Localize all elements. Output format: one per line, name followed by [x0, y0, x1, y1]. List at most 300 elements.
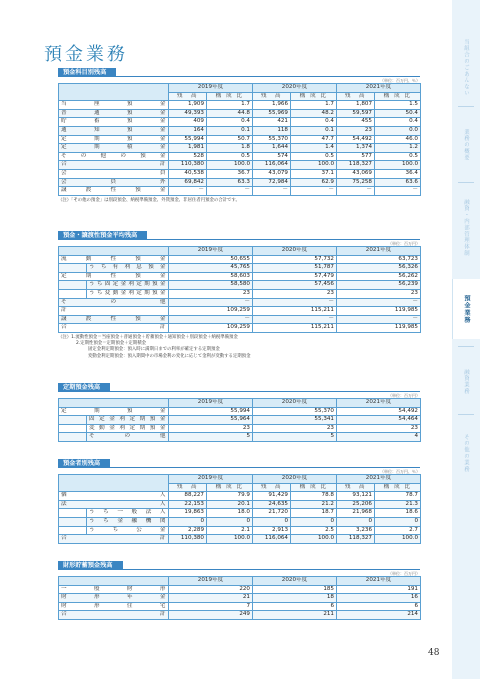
value-cell: 72,984 [253, 178, 291, 187]
value-cell: － [375, 187, 421, 196]
value-cell: 21.3 [375, 500, 421, 509]
table-row [59, 118, 421, 127]
depositor-balance-table [58, 474, 421, 544]
row-label: 合計 [59, 161, 169, 170]
row-label: 通知預金 [59, 126, 169, 135]
value-cell: 2.1 [207, 526, 253, 535]
unit-note: （単位：百万円、％） [380, 78, 420, 83]
value-cell: 50,655 [169, 255, 253, 264]
row-label: 会員 [59, 169, 169, 178]
section-rule [58, 467, 420, 468]
table-row [59, 424, 421, 433]
table-row [59, 144, 421, 153]
average-balance-table [58, 246, 421, 333]
value-cell: 118 [253, 126, 291, 135]
value-cell: 21,720 [253, 509, 291, 518]
row-sublabel: 変動金利定期預金 [87, 424, 169, 433]
section-deposit-by-item [58, 68, 420, 204]
sidebar-item-loan-business[interactable] [452, 352, 480, 412]
section-rule [58, 239, 420, 240]
value-cell: 0 [253, 517, 291, 526]
table-body [59, 492, 421, 544]
unit-note: （単位：百万円） [388, 571, 420, 576]
value-cell: 1.7 [291, 101, 337, 110]
value-cell: 1.7 [207, 101, 253, 110]
section-rule [58, 76, 420, 77]
col-ratio: 構 成 比 [375, 483, 421, 492]
value-cell: 47.7 [291, 135, 337, 144]
table-row [59, 135, 421, 144]
section-depositor-balance [58, 459, 420, 544]
table-row [59, 509, 421, 518]
value-cell: 50.7 [207, 135, 253, 144]
value-cell: 109,259 [169, 324, 253, 333]
col-ratio: 構 成 比 [207, 483, 253, 492]
section-title: 預金・譲渡性預金平均残高 [58, 231, 147, 240]
corner-cell [59, 84, 169, 101]
value-cell: 19,863 [169, 509, 207, 518]
table-row [59, 281, 421, 290]
col-balance: 残 高 [253, 483, 291, 492]
note-line: （注）1.流動性預金＝当座預金＋普通預金＋貯蓄預金＋通知預金＋別段預金＋納税準備預金 [58, 334, 238, 340]
value-cell: 36.4 [375, 169, 421, 178]
indent-cell [59, 526, 87, 535]
value-cell: 6 [337, 602, 421, 611]
value-cell: 57,732 [253, 255, 337, 264]
row-label: 当座預金 [59, 101, 169, 110]
col-balance: 残 高 [253, 92, 291, 101]
value-cell: 55,969 [253, 109, 291, 118]
value-cell: 63.6 [375, 178, 421, 187]
value-cell: 22,153 [169, 500, 207, 509]
value-cell: 2.5 [291, 526, 337, 535]
row-label: 貯蓄預金 [59, 118, 169, 127]
year-header: 2020年度 [253, 247, 337, 256]
row-sublabel: うち金融機関 [87, 517, 169, 526]
table-note: （注）「その他の預金」は別段預金、納税準備預金、外貨預金、非居住者円預金の合計です。 [58, 197, 240, 203]
value-cell: 23 [337, 126, 375, 135]
indent-cell [59, 433, 87, 442]
table-row [59, 517, 421, 526]
value-cell: 43,069 [337, 169, 375, 178]
value-cell: 5 [169, 433, 253, 442]
row-label: 定期性預金 [59, 272, 169, 281]
row-label: その他 [59, 298, 169, 307]
sidebar-item-label: 当組合のごあんない [463, 38, 469, 97]
table-row [59, 161, 421, 170]
sidebar-item-label: その他の業務 [463, 433, 469, 473]
value-cell: 116,064 [253, 535, 291, 544]
value-cell: － [207, 187, 253, 196]
note-line: 2.定期性預金＝定期預金＋定期積金 [76, 341, 147, 347]
row-label: 流動性預金 [59, 255, 169, 264]
section-rule [58, 391, 420, 392]
section-savings-deposit [58, 561, 420, 620]
value-cell: 23 [253, 289, 337, 298]
value-cell: 56,326 [337, 264, 421, 273]
row-label: 財形住宅 [59, 602, 169, 611]
value-cell: 78.7 [375, 492, 421, 501]
value-cell: 51,787 [253, 264, 337, 273]
value-cell: 58,580 [169, 281, 253, 290]
col-balance: 残 高 [337, 483, 375, 492]
row-sublabel: うち有利息預金 [87, 264, 169, 273]
deposit-by-item-table [58, 83, 421, 196]
value-cell: 1,374 [337, 144, 375, 153]
sidebar-divider [458, 346, 474, 347]
page-title: 預金業務 [44, 44, 128, 65]
section-average-balance [58, 231, 420, 360]
value-cell: 1,909 [169, 101, 207, 110]
table-row [59, 315, 421, 324]
table-row [59, 126, 421, 135]
row-sublabel: うち固定金利定期預金 [87, 281, 169, 290]
table-row [59, 255, 421, 264]
value-cell: 0 [375, 517, 421, 526]
row-sublabel: うち変動金利定期預金 [87, 289, 169, 298]
section-title: 預金者別残高 [58, 459, 110, 468]
value-cell: 44.8 [207, 109, 253, 118]
value-cell: 0.4 [207, 118, 253, 127]
value-cell: － [169, 187, 207, 196]
value-cell: 21.2 [291, 500, 337, 509]
table-row [59, 289, 421, 298]
value-cell: 93,121 [337, 492, 375, 501]
value-cell: 49,393 [169, 109, 207, 118]
table-body [59, 585, 421, 619]
unit-note: （単位：百万円） [388, 393, 420, 398]
value-cell: 40,538 [169, 169, 207, 178]
value-cell: 4 [337, 433, 421, 442]
value-cell: － [169, 298, 253, 307]
table-body [59, 255, 421, 332]
value-cell: 118,327 [337, 161, 375, 170]
value-cell: 100.0 [375, 161, 421, 170]
value-cell: 0.1 [291, 126, 337, 135]
year-header: 2020年度 [253, 84, 337, 93]
row-label: その他の預金 [59, 152, 169, 161]
value-cell: 0.1 [207, 126, 253, 135]
value-cell: 56,262 [337, 272, 421, 281]
year-header: 2020年度 [253, 399, 337, 408]
unit-note: （単位：百万円） [388, 241, 420, 246]
value-cell: 100.0 [207, 161, 253, 170]
value-cell: 54,492 [337, 135, 375, 144]
value-cell: 5 [253, 433, 337, 442]
value-cell: 79.9 [207, 492, 253, 501]
value-cell: 20.1 [207, 500, 253, 509]
table-row [59, 187, 421, 196]
value-cell: 0.4 [291, 118, 337, 127]
value-cell: 110,380 [169, 535, 207, 544]
value-cell: 191 [337, 585, 421, 594]
value-cell: 43,079 [253, 169, 291, 178]
table-row [59, 169, 421, 178]
value-cell: 62.9 [291, 178, 337, 187]
year-header: 2021年度 [337, 475, 421, 484]
row-label: 定期積金 [59, 144, 169, 153]
section-time-deposit [58, 383, 420, 442]
col-balance: 残 高 [169, 483, 207, 492]
unit-note: （単位：百万円、％） [380, 469, 420, 474]
value-cell: 23 [337, 424, 421, 433]
row-label: 普通預金 [59, 109, 169, 118]
value-cell: 1,966 [253, 101, 291, 110]
section-header [58, 383, 420, 392]
value-cell: 100.0 [375, 535, 421, 544]
corner-cell [59, 247, 169, 256]
note-line: 変動金利定期預金：預入期間中の市場金利の変化に応じて金利が変動する定期預金 [88, 353, 251, 359]
value-cell: 0.5 [291, 152, 337, 161]
year-header: 2020年度 [253, 577, 337, 586]
value-cell: 7 [169, 602, 253, 611]
value-cell: 0.5 [375, 152, 421, 161]
table-body [59, 407, 421, 441]
value-cell: 574 [253, 152, 291, 161]
value-cell: － [253, 298, 337, 307]
value-cell: 109,259 [169, 307, 253, 316]
year-header: 2021年度 [337, 84, 421, 93]
value-cell: 3,236 [337, 526, 375, 535]
indent-cell [59, 517, 87, 526]
table-row [59, 492, 421, 501]
value-cell: 164 [169, 126, 207, 135]
row-label: 個人 [59, 492, 169, 501]
row-label: 合計 [59, 611, 169, 620]
value-cell: 455 [337, 118, 375, 127]
value-cell: 2.7 [375, 526, 421, 535]
indent-cell [59, 289, 87, 298]
note-line: 固定金利定期預金：預入時に満期日までの利率が確定する定期預金 [88, 347, 220, 353]
value-cell: 63,723 [337, 255, 421, 264]
value-cell: 58,603 [169, 272, 253, 281]
value-cell: 57,479 [253, 272, 337, 281]
value-cell: 91,429 [253, 492, 291, 501]
value-cell: 55,964 [169, 416, 253, 425]
table-row [59, 535, 421, 544]
section-header [58, 561, 420, 570]
year-header: 2019年度 [169, 399, 253, 408]
value-cell: 119,985 [337, 324, 421, 333]
value-cell: － [253, 187, 291, 196]
value-cell: 24,635 [253, 500, 291, 509]
value-cell: 23 [169, 424, 253, 433]
value-cell: 78.8 [291, 492, 337, 501]
row-label: 計 [59, 307, 169, 316]
value-cell: 220 [169, 585, 253, 594]
value-cell: 48.2 [291, 109, 337, 118]
sidebar-item-deposit-business[interactable] [452, 279, 480, 339]
section-header [58, 231, 420, 240]
value-cell: 0.5 [207, 152, 253, 161]
table-body [59, 101, 421, 196]
value-cell: 55,370 [253, 135, 291, 144]
corner-cell [59, 399, 169, 408]
sidebar-item-label: 業務の概要 [463, 129, 469, 161]
col-ratio: 構 成 比 [375, 92, 421, 101]
value-cell: 18 [253, 594, 337, 603]
value-cell: 45,765 [169, 264, 253, 273]
value-cell: 0 [291, 517, 337, 526]
value-cell: 55,994 [169, 407, 253, 416]
value-cell: 54,464 [337, 416, 421, 425]
indent-cell [59, 416, 87, 425]
section-title: 定期預金残高 [58, 383, 110, 392]
value-cell: 115,211 [253, 324, 337, 333]
value-cell: 69,842 [169, 178, 207, 187]
sidebar-item-label: 預金業務 [463, 294, 470, 324]
indent-cell [59, 281, 87, 290]
sidebar-divider [458, 106, 474, 107]
value-cell: 409 [169, 118, 207, 127]
value-cell: 63.3 [207, 178, 253, 187]
row-sublabel: うち公金 [87, 526, 169, 535]
table-row [59, 500, 421, 509]
value-cell: 23 [253, 424, 337, 433]
value-cell: 0 [169, 517, 207, 526]
value-cell: 6 [253, 602, 337, 611]
section-title: 財形貯蓄預金残高 [58, 561, 123, 570]
col-ratio: 構 成 比 [207, 92, 253, 101]
value-cell: 100.0 [207, 535, 253, 544]
corner-cell [59, 577, 169, 586]
value-cell: 55,341 [253, 416, 337, 425]
table-notes [58, 335, 420, 360]
table-row [59, 433, 421, 442]
indent-cell [59, 264, 87, 273]
table-row [59, 324, 421, 333]
row-sublabel: その他 [87, 433, 169, 442]
value-cell: 1,981 [169, 144, 207, 153]
value-cell: 0 [207, 517, 253, 526]
section-header [58, 459, 420, 468]
value-cell: 214 [337, 611, 421, 620]
value-cell: 18.6 [375, 509, 421, 518]
value-cell: 57,456 [253, 281, 337, 290]
value-cell: 1,644 [253, 144, 291, 153]
value-cell: 55,370 [253, 407, 337, 416]
table-row [59, 307, 421, 316]
value-cell: 0 [337, 517, 375, 526]
value-cell: － [253, 315, 337, 324]
sidebar-divider [458, 182, 474, 183]
table-row [59, 526, 421, 535]
col-balance: 残 高 [169, 92, 207, 101]
value-cell: － [337, 187, 375, 196]
table-row [59, 594, 421, 603]
row-label: 合計 [59, 535, 169, 544]
table-row [59, 611, 421, 620]
table-row [59, 152, 421, 161]
row-label: 法人 [59, 500, 169, 509]
sidebar-item-business-overview[interactable] [452, 110, 480, 180]
row-label: 合計 [59, 324, 169, 333]
row-label: 財形年金 [59, 594, 169, 603]
year-header: 2019年度 [169, 84, 253, 93]
value-cell: 21 [169, 594, 253, 603]
table-row [59, 101, 421, 110]
indent-cell [59, 509, 87, 518]
value-cell: － [337, 298, 421, 307]
table-row [59, 109, 421, 118]
col-balance: 残 高 [337, 92, 375, 101]
year-header: 2019年度 [169, 475, 253, 484]
value-cell: 249 [169, 611, 253, 620]
value-cell: 115,211 [253, 307, 337, 316]
value-cell: 1.8 [207, 144, 253, 153]
value-cell: 100.0 [291, 161, 337, 170]
value-cell: 18.0 [207, 509, 253, 518]
value-cell: 421 [253, 118, 291, 127]
sidebar-item-other-business[interactable] [452, 418, 480, 488]
value-cell: 211 [253, 611, 337, 620]
col-ratio: 構 成 比 [291, 483, 337, 492]
row-label: 譲渡性預金 [59, 315, 169, 324]
table-row [59, 602, 421, 611]
corner-cell [59, 475, 169, 492]
table-row [59, 585, 421, 594]
sidebar-divider [458, 414, 474, 415]
value-cell: 50.4 [375, 109, 421, 118]
sidebar-item-label: 融資業務 [463, 369, 469, 395]
value-cell: 577 [337, 152, 375, 161]
value-cell: － [291, 187, 337, 196]
value-cell: 36.7 [207, 169, 253, 178]
table-row [59, 298, 421, 307]
year-header: 2021年度 [337, 399, 421, 408]
row-sublabel: うち一般法人 [87, 509, 169, 518]
sidebar-item-lending-internal-control[interactable] [452, 186, 480, 270]
row-label: 一般財形 [59, 585, 169, 594]
value-cell: 118,327 [337, 535, 375, 544]
table-row [59, 264, 421, 273]
year-header: 2020年度 [253, 475, 337, 484]
value-cell: 46.0 [375, 135, 421, 144]
value-cell: 1.2 [375, 144, 421, 153]
value-cell: 110,380 [169, 161, 207, 170]
year-header: 2019年度 [169, 247, 253, 256]
table-row [59, 272, 421, 281]
year-header: 2019年度 [169, 577, 253, 586]
value-cell: 16 [337, 594, 421, 603]
sidebar-item-about[interactable] [452, 30, 480, 105]
section-header [58, 68, 420, 77]
value-cell: 56,239 [337, 281, 421, 290]
year-header: 2021年度 [337, 247, 421, 256]
value-cell: 23 [169, 289, 253, 298]
value-cell: 185 [253, 585, 337, 594]
value-cell: 528 [169, 152, 207, 161]
value-cell: 37.1 [291, 169, 337, 178]
value-cell: 100.0 [291, 535, 337, 544]
table-row [59, 416, 421, 425]
row-label: 譲渡性預金 [59, 187, 169, 196]
value-cell: 23 [337, 289, 421, 298]
value-cell: － [169, 315, 253, 324]
row-label: 定期預金 [59, 135, 169, 144]
sidebar-nav [452, 0, 480, 679]
value-cell: 2,913 [253, 526, 291, 535]
value-cell: 119,985 [337, 307, 421, 316]
value-cell: 2,289 [169, 526, 207, 535]
table-row [59, 407, 421, 416]
value-cell: － [337, 315, 421, 324]
page-number: 48 [428, 648, 440, 658]
sidebar-item-label: 融資・内部管理体制 [463, 199, 469, 257]
row-sublabel: 固定金利定期預金 [87, 416, 169, 425]
table-row [59, 178, 421, 187]
value-cell: 55,994 [169, 135, 207, 144]
